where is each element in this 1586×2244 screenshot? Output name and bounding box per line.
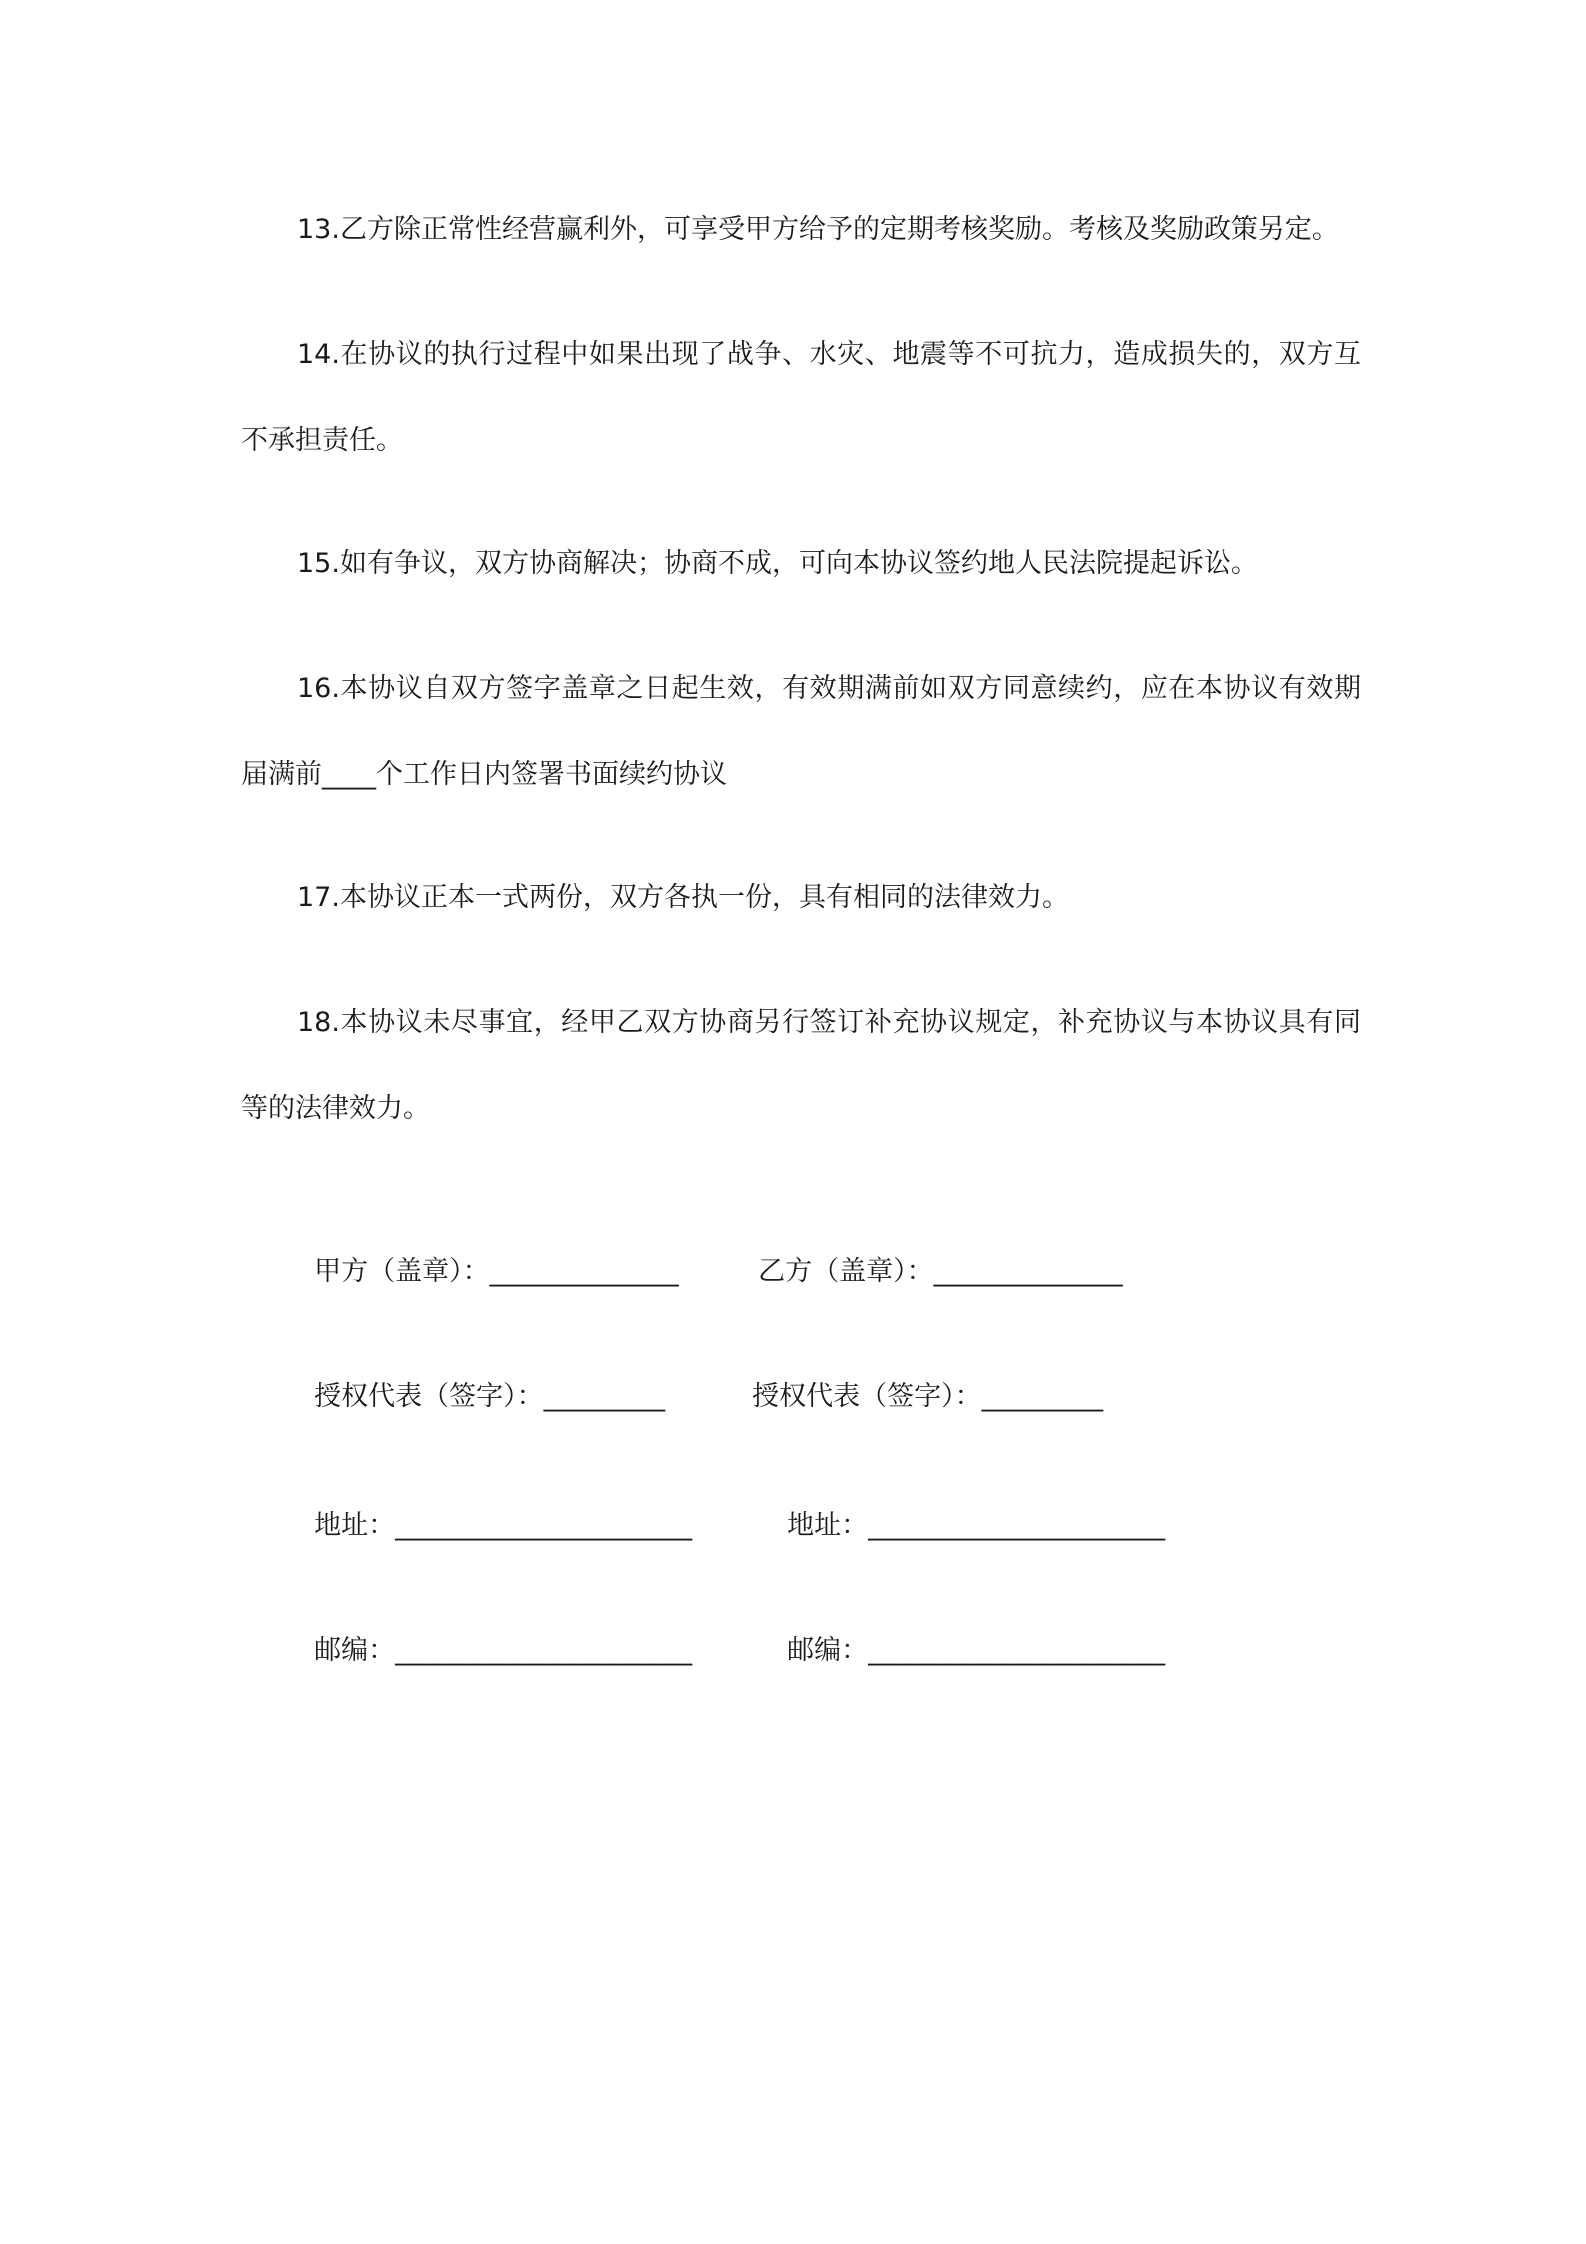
zipcode-row [297,1591,1361,1671]
seal-row [297,1212,1361,1292]
party-b-rep-field[interactable]: 授权代表（签字）：_________ [752,1381,1104,1412]
clause-13: 13.乙方除正常性经营赢利外，可享受甲方给予的定期考核奖励。考核及奖励政策另定。 [297,214,1339,245]
clause-18: 18.本协议未尽事宜，经甲乙双方协商另行签订补充协议规定，补充协议与本协议具有同等的法律效力。 [241,1007,1361,1124]
address-row [297,1466,1361,1546]
clause-14: 14.在协议的执行过程中如果出现了战争、水灾、地震等不可抗力，造成损失的，双方互不承担责任。 [241,339,1361,456]
clause-16: 16.本协议自双方签字盖章之日起生效，有效期满前如双方同意续约，应在本协议有效期届满前____个工作日内签署书面续约协议 [241,673,1361,790]
party-b-address-field[interactable]: 地址：______________________ [787,1510,1166,1541]
representative-row [297,1337,1361,1417]
party-b-seal-field[interactable]: 乙方（盖章）：______________ [758,1256,1123,1287]
party-a-seal-field[interactable]: 甲方（盖章）：______________ [314,1256,679,1287]
party-b-zip-field[interactable]: 邮编：______________________ [787,1635,1166,1666]
party-a-rep-field[interactable]: 授权代表（签字）：_________ [314,1381,666,1412]
clause-17: 17.本协议正本一式两份，双方各执一份，具有相同的法律效力。 [297,882,1069,913]
clause-15: 15.如有争议，双方协商解决；协商不成，可向本协议签约地人民法院提起诉讼。 [297,548,1258,579]
party-a-zip-field[interactable]: 邮编：______________________ [314,1635,693,1666]
party-a-address-field[interactable]: 地址：______________________ [314,1510,693,1541]
